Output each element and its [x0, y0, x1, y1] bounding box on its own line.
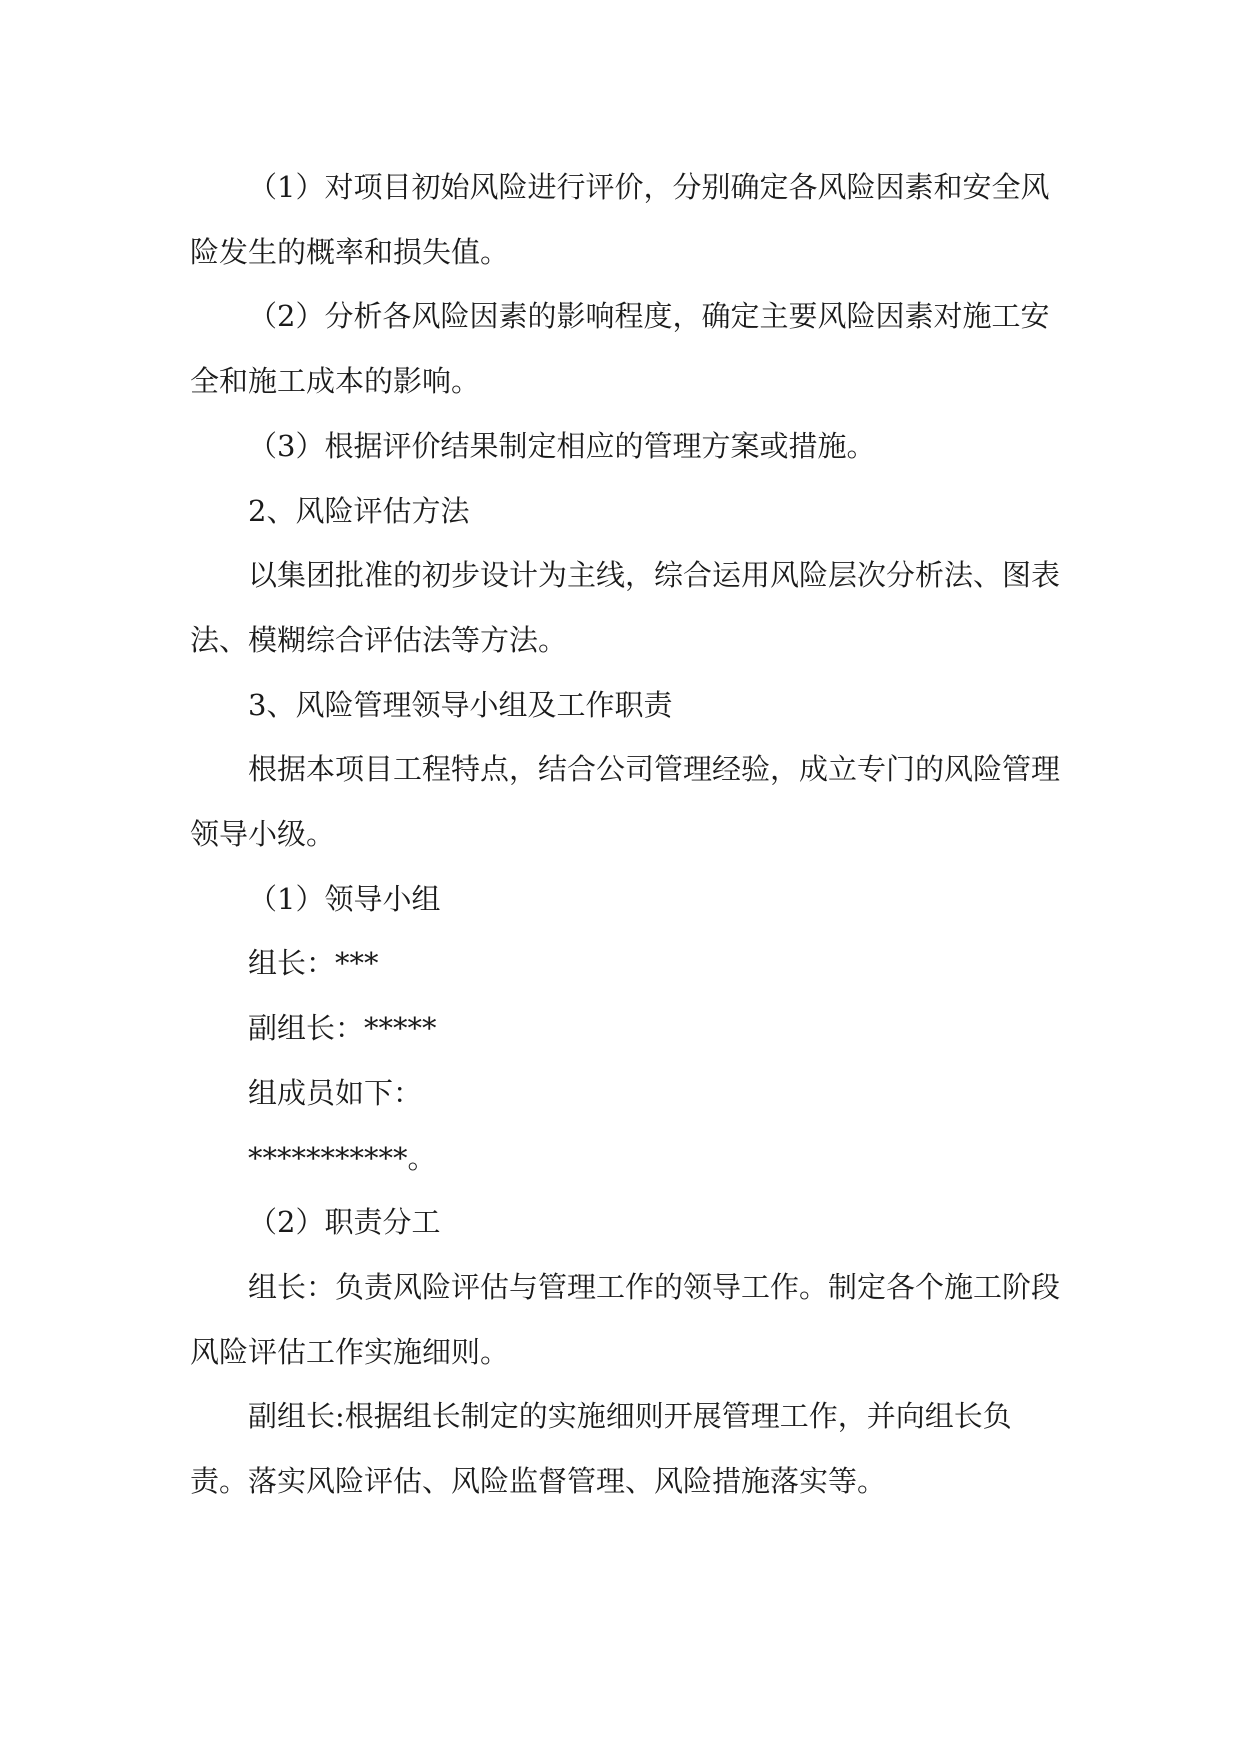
- paragraph-item-1-evaluate-initial-risk: （1）对项目初始风险进行评价，分别确定各风险因素和安全风险发生的概率和损失值。: [190, 170, 1050, 269]
- subheading-responsibilities: （2）职责分工: [248, 1205, 441, 1240]
- section-heading-leadership-group: 3、风险管理领导小组及工作职责: [248, 687, 673, 722]
- document-body: [190, 155, 1060, 1514]
- paragraph-deputy-responsibility: 副组长:根据组长制定的实施细则开展管理工作，并向组长负责。落实风险评估、风险监督管理、风险措施落实等。: [190, 1399, 1012, 1499]
- paragraph-leadership-group-intro: 根据本项目工程特点，结合公司管理经验，成立专门的风险管理领导小级。: [190, 752, 1061, 852]
- deputy-leader-line: 副组长：*****: [248, 1011, 437, 1046]
- subheading-leadership-group: （1）领导小组: [248, 881, 441, 916]
- members-heading-line: 组成员如下：: [248, 1075, 423, 1110]
- section-heading-assessment-method: 2、风险评估方法: [248, 493, 470, 528]
- members-list-line: ***********。: [248, 1140, 437, 1175]
- group-leader-line: 组长：***: [248, 946, 379, 981]
- paragraph-assessment-method: 以集团批准的初步设计为主线，综合运用风险层次分析法、图表法、模糊综合评估法等方法。: [190, 558, 1061, 657]
- paragraph-item-2-analyze-impact: （2）分析各风险因素的影响程度，确定主要风险因素对施工安全和施工成本的影响。: [190, 299, 1050, 399]
- paragraph-item-3-management-plan: （3）根据评价结果制定相应的管理方案或措施。: [248, 428, 876, 463]
- paragraph-leader-responsibility: 组长：负责风险评估与管理工作的领导工作。制定各个施工阶段风险评估工作实施细则。: [190, 1269, 1061, 1369]
